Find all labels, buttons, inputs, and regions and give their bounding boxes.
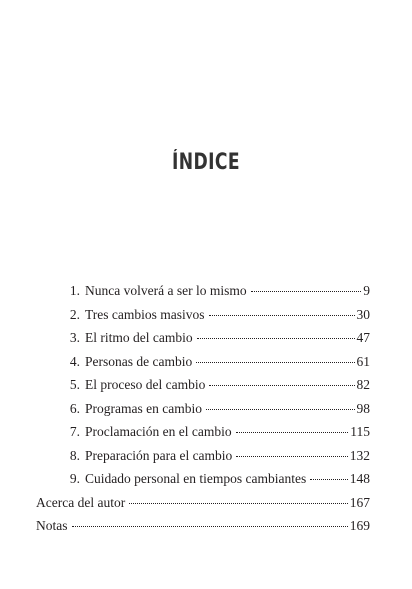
toc-entry-page: 169 xyxy=(349,518,370,533)
toc-entry xyxy=(30,471,370,495)
toc-entry-page: 82 xyxy=(356,377,370,392)
toc-entry-label: Acerca del autor xyxy=(36,494,126,510)
toc-entry-number: 8. xyxy=(69,447,80,463)
page-title: ÍNDICE xyxy=(171,150,241,175)
dot-leader xyxy=(251,291,362,292)
table-of-contents xyxy=(30,283,370,542)
toc-entry-page: 30 xyxy=(356,306,370,322)
toc-entry-page: 132 xyxy=(349,447,370,463)
toc-entry-number: 6. xyxy=(69,400,80,416)
toc-entry-number: 9. xyxy=(69,471,80,486)
dot-leader xyxy=(197,338,355,339)
toc-entry xyxy=(30,424,370,448)
toc-entry-label: El ritmo del cambio xyxy=(85,330,193,345)
toc-entry-label: El proceso del cambio xyxy=(85,377,206,392)
dot-leader xyxy=(236,456,347,457)
dot-leader xyxy=(310,479,348,480)
toc-entry xyxy=(30,401,370,425)
toc-entry xyxy=(30,354,370,378)
toc-entry-page: 148 xyxy=(349,471,370,486)
toc-entry-label: Personas de cambio xyxy=(85,353,193,369)
toc-entry-notes xyxy=(30,518,370,542)
toc-entry-page: 115 xyxy=(350,424,370,439)
toc-entry-label: Cuidado personal en tiempos cambiantes xyxy=(85,471,307,486)
toc-entry xyxy=(30,377,370,401)
toc-entry-number: 3. xyxy=(69,330,80,345)
dot-leader xyxy=(209,385,354,386)
toc-entry-about-author xyxy=(30,495,370,519)
dot-leader xyxy=(72,526,348,527)
toc-entry-page: 61 xyxy=(356,353,370,369)
dot-leader xyxy=(236,432,349,433)
toc-entry-label: Proclamación en el cambio xyxy=(85,424,232,439)
dot-leader xyxy=(206,409,355,410)
toc-entry-label: Nunca volverá a ser lo mismo xyxy=(85,283,247,298)
toc-entry-number: 2. xyxy=(69,306,80,322)
toc-entry-page: 98 xyxy=(356,400,370,416)
toc-entry-label: Tres cambios masivos xyxy=(85,306,205,322)
toc-entry-label: Programas en cambio xyxy=(85,400,202,416)
toc-entry xyxy=(30,283,370,307)
toc-entry-label: Notas xyxy=(36,518,68,533)
dot-leader xyxy=(196,362,354,363)
toc-entry-page: 9 xyxy=(363,283,370,298)
dot-leader xyxy=(209,315,355,316)
toc-entry-number: 1. xyxy=(69,283,80,298)
toc-entry-page: 167 xyxy=(349,494,370,510)
toc-entry xyxy=(30,448,370,472)
toc-entry xyxy=(30,307,370,331)
toc-entry-number: 5. xyxy=(69,377,80,392)
toc-entry-number: 4. xyxy=(69,353,80,369)
toc-entry xyxy=(30,330,370,354)
dot-leader xyxy=(129,503,348,504)
toc-entry-number: 7. xyxy=(69,424,80,439)
toc-entry-label: Preparación para el cambio xyxy=(85,447,233,463)
toc-entry-page: 47 xyxy=(356,330,370,345)
